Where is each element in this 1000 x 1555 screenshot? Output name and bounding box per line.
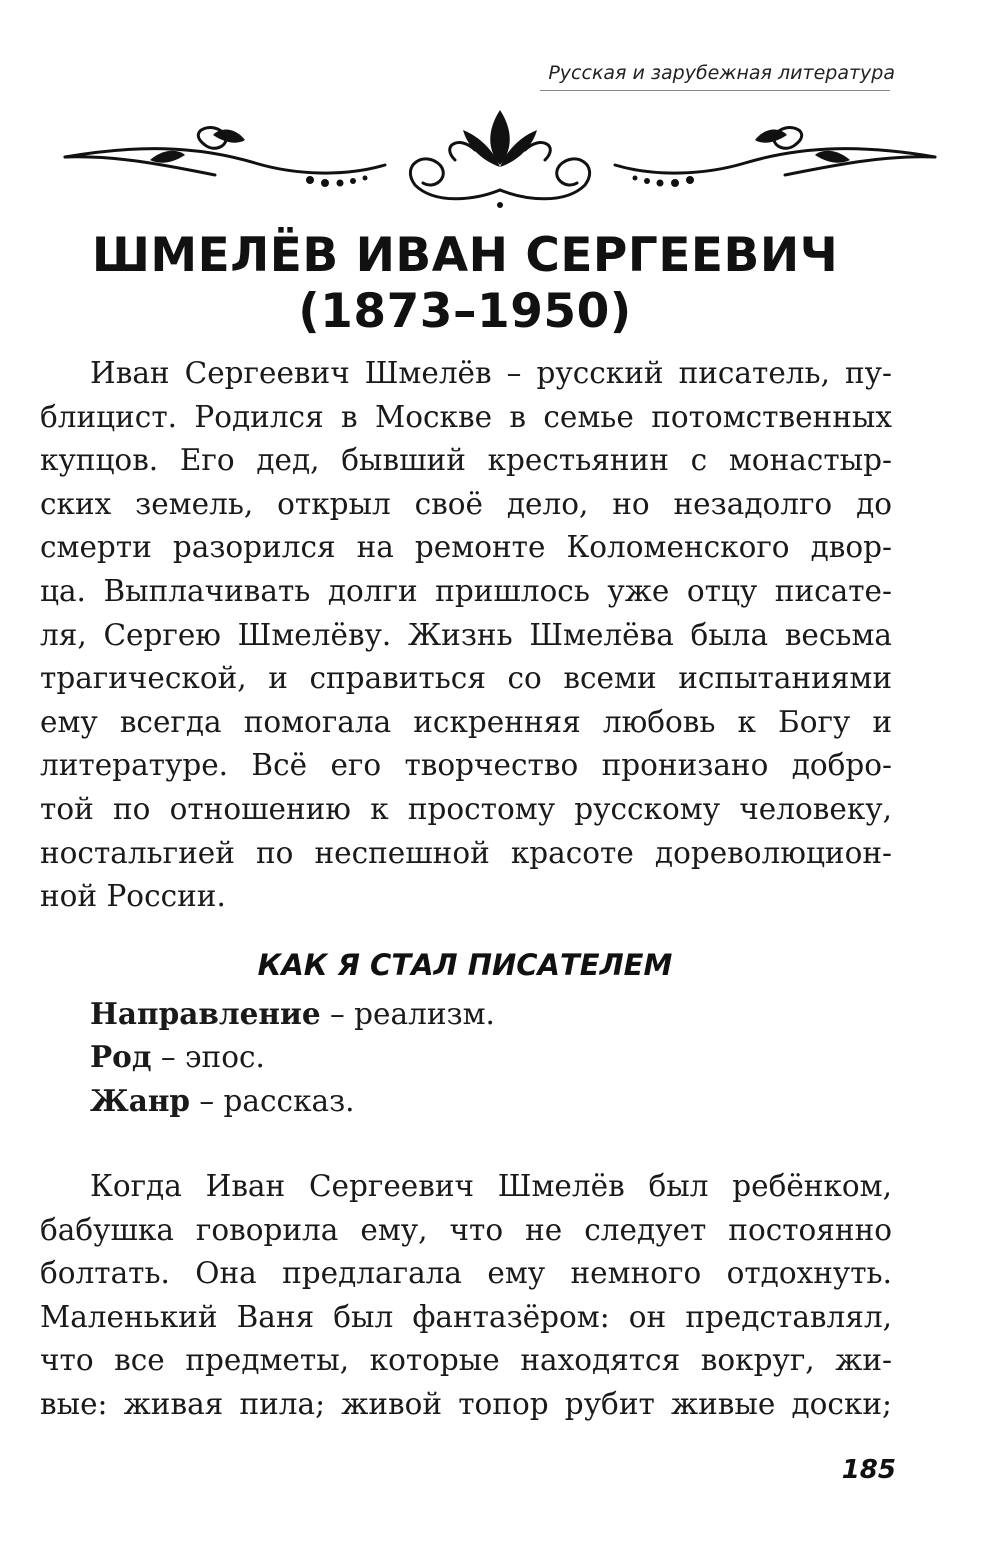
meta-kind <box>90 1039 265 1074</box>
text-line: той по отношению к простому русскому человеку, <box>40 791 892 826</box>
title-years: (1873–1950) <box>298 284 632 339</box>
text-line: Маленький Ваня был фантазёром: он представлял, <box>40 1299 892 1334</box>
running-header-rule <box>540 90 890 91</box>
meta-label: Направление <box>90 996 321 1031</box>
meta-genre <box>90 1083 355 1118</box>
page-title <box>0 228 930 340</box>
flourish-divider-icon <box>55 105 945 220</box>
page-number: 185 <box>841 1455 896 1485</box>
section-heading: КАК Я СТАЛ ПИСАТЕЛЕМ <box>257 948 673 982</box>
biography-paragraph <box>40 352 892 919</box>
meta-label: Род <box>90 1039 152 1074</box>
meta-value: – реализм. <box>320 997 495 1031</box>
text-line: бабушка говорила ему, что не следует постоянно <box>40 1212 892 1247</box>
text-line: смерти разорился на ремонте Коломенского двор- <box>40 530 892 565</box>
text-line: ля, Сергею Шмелёву. Жизнь Шмелёва была весьма <box>40 617 892 652</box>
text-line: что все предметы, которые находятся вокруг, жи- <box>40 1343 892 1378</box>
text-line: литературе. Всё его творчество пронизано добро- <box>40 748 892 783</box>
text-line: купцов. Его дед, бывший крестьянин с монастыр- <box>40 443 892 478</box>
running-header: Русская и зарубежная литература <box>548 62 895 84</box>
text-line: ной России. <box>40 879 226 914</box>
text-line: Когда Иван Сергеевич Шмелёв был ребёнком, <box>90 1169 892 1203</box>
text-line: болтать. Она предлагала ему немного отдохнуть. <box>40 1256 892 1291</box>
text-line: ца. Выплачивать долги пришлось уже отцу писате- <box>40 573 892 608</box>
meta-value: – эпос. <box>151 1040 265 1074</box>
text-line: ему всегда помогала искренняя любовь к Богу и <box>40 704 892 739</box>
meta-direction <box>90 996 495 1031</box>
text-line: блицист. Родился в Москве в семье потомственных <box>40 399 892 434</box>
story-paragraph <box>40 1165 892 1427</box>
text-line: трагической, и справиться со всеми испытаниями <box>40 661 892 696</box>
title-name: ШМЕЛЁВ ИВАН СЕРГЕЕВИЧ <box>91 228 839 283</box>
text-line: ностальгией по неспешной красоте дореволюцион- <box>40 835 892 870</box>
meta-value: – рассказ. <box>190 1084 355 1118</box>
meta-label: Жанр <box>90 1083 191 1118</box>
text-line: вые: живая пила; живой топор рубит живые доски; <box>40 1386 892 1421</box>
text-line: Иван Сергеевич Шмелёв – русский писатель, пу- <box>90 356 892 390</box>
text-line: ских земель, открыл своё дело, но незадолго до <box>40 486 892 521</box>
